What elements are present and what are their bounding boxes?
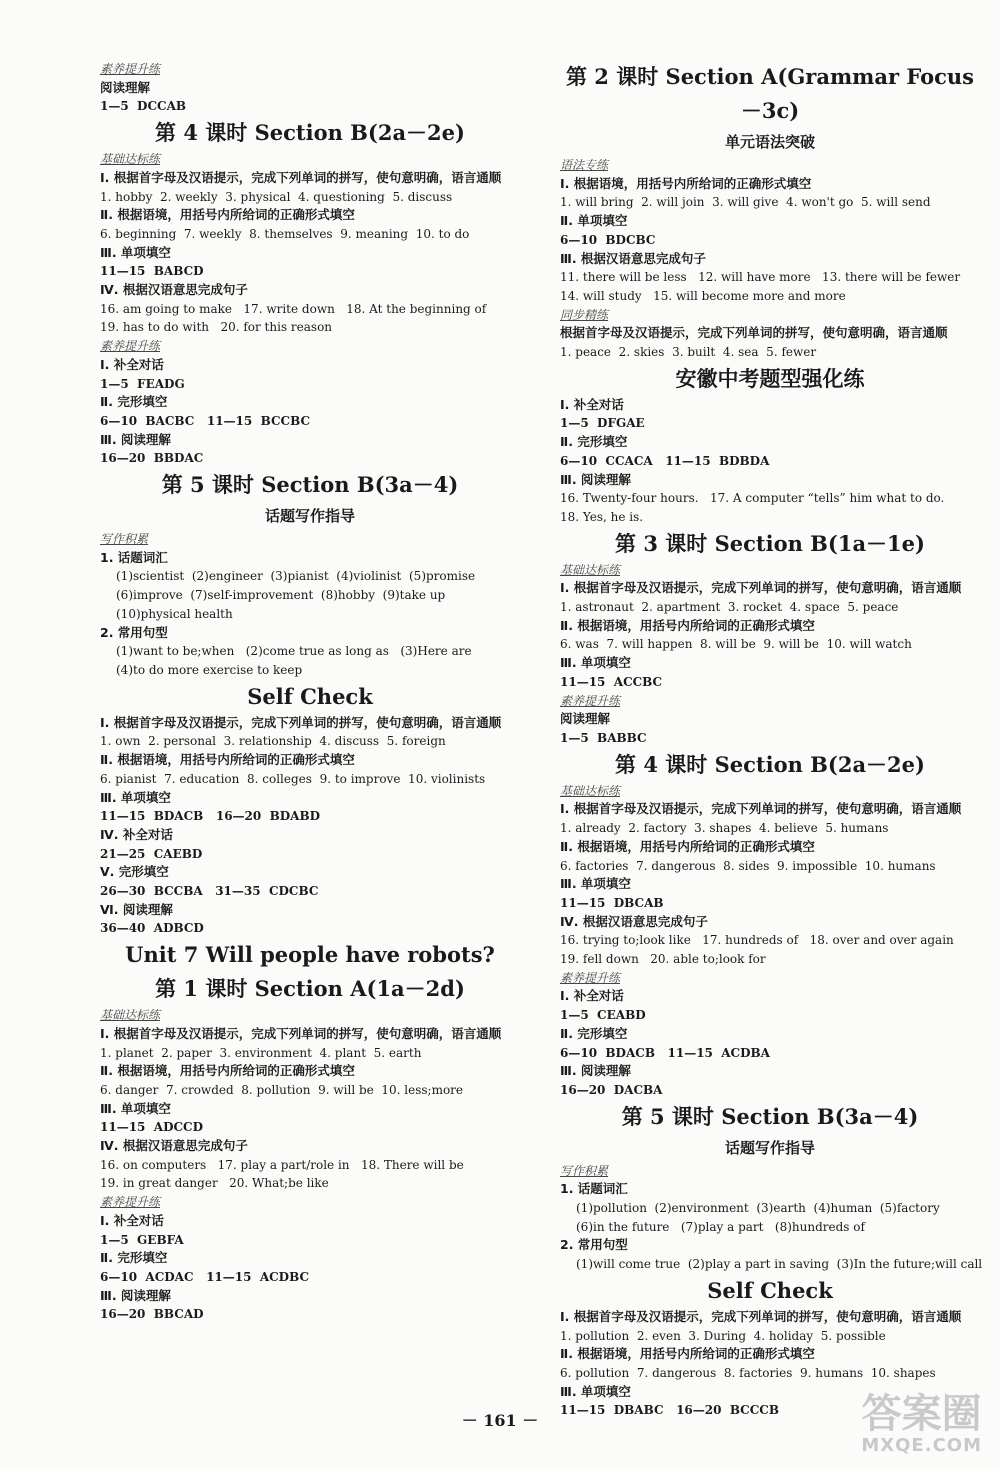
exercise-category: 基础达标练 <box>100 1008 161 1023</box>
exercise-category: 写作积累 <box>560 1163 609 1178</box>
section-heading: Ⅰ. 补全对话 <box>100 1212 164 1228</box>
exercise-category: 同步精练 <box>560 307 609 322</box>
answer-line: (1)want to be;when (2)come true as long as (3)Here are <box>116 644 472 659</box>
section-heading: Ⅲ. 单项填空 <box>560 655 631 671</box>
answer-line: 16—20 BBDAC <box>100 451 204 466</box>
answer-line: 6. pianist 7. education 8. colleges 9. to improve 10. violinists <box>100 771 486 786</box>
answer-line: 1. astronaut 2. apartment 3. rocket 4. space 5. peace <box>560 600 899 615</box>
lesson-title: 第 4 课时 Section B(2a－2e) <box>615 751 925 777</box>
answer-line: 11. there will be less 12. will have more 13. there will be fewer <box>560 270 961 285</box>
answer-line: (1)pollution (2)environment (3)earth (4)human (5)factory <box>576 1201 940 1216</box>
lesson-subtitle: 单元语法突破 <box>724 133 815 151</box>
watermark-url: MXQE.COM <box>861 1435 982 1456</box>
answer-line: 6. was 7. will happen 8. will be 9. will be 10. will watch <box>560 637 912 652</box>
answer-line: 1. own 2. personal 3. relationship 4. discuss 5. foreign <box>100 734 446 749</box>
answer-line: 6. danger 7. crowded 8. pollution 9. will be 10. less;more <box>100 1082 464 1097</box>
watermark-logo <box>861 1392 982 1456</box>
answer-line: 19. in great danger 20. What;be like <box>100 1176 329 1191</box>
section-heading: Ⅴ. 完形填空 <box>100 864 169 880</box>
section-heading: 1. 话题词汇 <box>560 1181 628 1197</box>
answer-line: 11—15 BDACB 16—20 BDABD <box>100 809 321 824</box>
answer-line: (1)will come true (2)play a part in saving (3)In the future;will call <box>576 1257 983 1272</box>
section-heading: Ⅲ. 单项填空 <box>100 1100 171 1116</box>
left-column <box>100 60 520 1324</box>
exercise-category: 素养提升练 <box>100 1195 161 1210</box>
exercise-category: 基础达标练 <box>560 783 621 798</box>
section-heading: Ⅱ. 根据语境，用括号内所给词的正确形式填空 <box>100 1063 355 1079</box>
answer-line: 6—10 BACBC 11—15 BCCBC <box>100 413 310 428</box>
lesson-title: 第 2 课时 Section A(Grammar Focus－3c) <box>565 64 975 123</box>
lesson-title: 第 4 课时 Section B(2a－2e) <box>155 120 465 146</box>
section-heading: Ⅰ. 根据首字母及汉语提示，完成下列单词的拼写，使句意明确，语言通顺 <box>100 1025 502 1041</box>
section-heading: Ⅰ. 根据首字母及汉语提示，完成下列单词的拼写，使句意明确，语言通顺 <box>560 1308 962 1324</box>
section-heading: Ⅱ. 单项填空 <box>560 213 628 229</box>
exercise-category: 素养提升练 <box>100 62 161 76</box>
section-heading: 2. 常用句型 <box>100 624 168 640</box>
exercise-category: 素养提升练 <box>100 339 161 354</box>
section-heading: Ⅱ. 完形填空 <box>100 1250 168 1266</box>
section-heading: Ⅳ. 补全对话 <box>100 826 173 842</box>
section-heading: Ⅲ. 阅读理解 <box>100 1287 171 1303</box>
section-heading: Ⅲ. 单项填空 <box>100 789 171 805</box>
section-heading: 阅读理解 <box>560 711 611 727</box>
section-heading: Ⅲ. 阅读理解 <box>100 431 171 447</box>
section-heading: 根据首字母及汉语提示，完成下列单词的拼写，使句意明确，语言通顺 <box>560 325 948 341</box>
lesson-title: 安徽中考题型强化练 <box>675 365 865 391</box>
section-heading: Ⅱ. 根据语境，用括号内所给词的正确形式填空 <box>560 617 815 633</box>
answer-line: 6—10 CCACA 11—15 BDBDA <box>560 453 770 468</box>
lesson-title: Self Check <box>707 1277 833 1303</box>
section-heading: Ⅱ. 完形填空 <box>560 434 628 450</box>
section-heading: Ⅰ. 根据语境，用括号内所给词的正确形式填空 <box>560 175 812 191</box>
answer-line: 1. peace 2. skies 3. built 4. sea 5. fewer <box>560 345 817 360</box>
section-heading: Ⅳ. 根据汉语意思完成句子 <box>100 282 248 298</box>
answer-line: 6—10 ACDAC 11—15 ACDBC <box>100 1269 310 1284</box>
lesson-title: Unit 7 Will people have robots? <box>125 942 495 968</box>
answer-line: 21—25 CAEBD <box>100 846 203 861</box>
answer-line: 11—15 ADCCD <box>100 1120 203 1135</box>
section-heading: Ⅰ. 补全对话 <box>560 988 624 1004</box>
answer-line: 16—20 BBCAD <box>100 1307 204 1322</box>
answer-line: 11—15 BABCD <box>100 264 204 279</box>
answer-line: 1. hobby 2. weekly 3. physical 4. questioning 5. discuss <box>100 189 453 204</box>
answer-line: 14. will study 15. will become more and more <box>560 288 846 303</box>
section-heading: Ⅰ. 根据首字母及汉语提示，完成下列单词的拼写，使句意明确，语言通顺 <box>100 169 502 185</box>
answer-line: 19. has to do with 20. for this reason <box>100 320 333 335</box>
answer-line: 6—10 BDACB 11—15 ACDBA <box>560 1045 770 1060</box>
section-heading: Ⅰ. 补全对话 <box>100 356 164 372</box>
section-heading: Ⅱ. 根据语境，用括号内所给词的正确形式填空 <box>100 752 355 768</box>
answer-line: 16. am going to make 17. write down 18. At the beginning of <box>100 301 487 316</box>
exercise-category: 基础达标练 <box>560 562 621 577</box>
answer-line: 16. on computers 17. play a part/role in 18. There will be <box>100 1157 464 1172</box>
answer-line: 26—30 BCCBA 31—35 CDCBC <box>100 884 319 899</box>
answer-line: 36—40 ADBCD <box>100 921 204 936</box>
section-heading: Ⅲ. 阅读理解 <box>560 1063 631 1079</box>
right-column <box>560 60 983 1420</box>
section-heading: 2. 常用句型 <box>560 1237 628 1253</box>
answer-line: 11—15 ACCBC <box>560 674 663 689</box>
section-heading: Ⅰ. 根据首字母及汉语提示，完成下列单词的拼写，使句意明确，语言通顺 <box>100 714 502 730</box>
answer-line: 19. fell down 20. able to;look for <box>560 952 766 967</box>
section-heading: Ⅲ. 根据汉语意思完成句子 <box>560 250 706 266</box>
answer-line: 16—20 DACBA <box>560 1082 663 1097</box>
answer-line: 1. planet 2. paper 3. environment 4. plant 5. earth <box>100 1045 422 1060</box>
answer-line: 16. trying to;look like 17. hundreds of 18. over and over again <box>560 933 954 948</box>
section-heading: Ⅱ. 根据语境，用括号内所给词的正确形式填空 <box>100 207 355 223</box>
answer-line: 1—5 FEADG <box>100 376 185 391</box>
exercise-category: 基础达标练 <box>100 152 161 167</box>
section-heading: Ⅳ. 根据汉语意思完成句子 <box>560 913 708 929</box>
page-number: － 161 － <box>461 1411 539 1430</box>
answer-line: 1. will bring 2. will join 3. will give 4. won't go 5. will send <box>560 195 931 210</box>
answer-line: 1—5 BABBC <box>560 730 647 745</box>
answer-line: 1—5 DFGAE <box>560 416 645 431</box>
section-heading: Ⅲ. 单项填空 <box>100 244 171 260</box>
lesson-title: 第 3 课时 Section B(1a－1e) <box>615 530 925 556</box>
exercise-category: 素养提升练 <box>560 693 621 708</box>
section-heading: Ⅲ. 阅读理解 <box>560 471 631 487</box>
answer-line: 11—15 DBCAB <box>560 895 664 910</box>
section-heading: Ⅲ. 单项填空 <box>560 1383 631 1399</box>
answer-line: 1—5 CEABD <box>560 1008 646 1023</box>
answer-line: (4)to do more exercise to keep <box>116 662 303 677</box>
answer-line: 1. pollution 2. even 3. During 4. holiday 5. possible <box>560 1328 886 1343</box>
answer-line: 6. pollution 7. dangerous 8. factories 9. humans 10. shapes <box>560 1365 936 1380</box>
section-heading: Ⅱ. 根据语境，用括号内所给词的正确形式填空 <box>560 1346 815 1362</box>
lesson-title: Self Check <box>247 683 373 709</box>
section-heading: Ⅱ. 完形填空 <box>100 394 168 410</box>
answer-line: 6—10 BDCBC <box>560 232 656 247</box>
lesson-title: 第 5 课时 Section B(3a－4) <box>161 472 459 498</box>
section-heading: Ⅵ. 阅读理解 <box>100 901 173 917</box>
section-heading: Ⅱ. 完形填空 <box>560 1025 628 1041</box>
lesson-title: 第 5 课时 Section B(3a－4) <box>621 1103 919 1129</box>
answer-line: (10)physical health <box>116 606 233 621</box>
answer-line: 1. already 2. factory 3. shapes 4. believe 5. humans <box>560 821 889 836</box>
exercise-category: 素养提升练 <box>560 970 621 985</box>
watermark-text: 答案圈 <box>861 1391 982 1437</box>
answer-line: 6. beginning 7. weekly 8. themselves 9. meaning 10. to do <box>100 226 470 241</box>
lesson-title: 第 1 课时 Section A(1a－2d) <box>155 976 465 1002</box>
answer-line: 16. Twenty-four hours. 17. A computer “tells” him what to do. <box>560 491 945 506</box>
answer-line: (6)improve (7)self-improvement (8)hobby (9)take up <box>116 588 446 603</box>
section-heading: 阅读理解 <box>100 79 151 95</box>
answer-line: 18. Yes, he is. <box>560 509 644 524</box>
section-heading: Ⅲ. 单项填空 <box>560 876 631 892</box>
answer-line: 1—5 DCCAB <box>100 99 187 114</box>
exercise-category: 写作积累 <box>100 532 149 547</box>
answer-line: 6. factories 7. dangerous 8. sides 9. impossible 10. humans <box>560 858 936 873</box>
exercise-category: 语法专练 <box>560 158 609 172</box>
section-heading: Ⅱ. 根据语境，用括号内所给词的正确形式填空 <box>560 838 815 854</box>
section-heading: 1. 话题词汇 <box>100 549 168 565</box>
section-heading: Ⅰ. 补全对话 <box>560 396 624 412</box>
answer-line: 11—15 DBABC 16—20 BCCCB <box>560 1403 779 1418</box>
lesson-subtitle: 话题写作指导 <box>264 507 355 526</box>
answer-line: (6)in the future (7)play a part (8)hundreds of <box>576 1219 865 1234</box>
answer-line: (1)scientist (2)engineer (3)pianist (4)violinist (5)promise <box>116 569 476 584</box>
section-heading: Ⅰ. 根据首字母及汉语提示，完成下列单词的拼写，使句意明确，语言通顺 <box>560 580 962 596</box>
answer-line: 1—5 GEBFA <box>100 1232 184 1247</box>
section-heading: Ⅰ. 根据首字母及汉语提示，完成下列单词的拼写，使句意明确，语言通顺 <box>560 801 962 817</box>
lesson-subtitle: 话题写作指导 <box>724 1138 815 1157</box>
section-heading: Ⅳ. 根据汉语意思完成句子 <box>100 1138 248 1154</box>
